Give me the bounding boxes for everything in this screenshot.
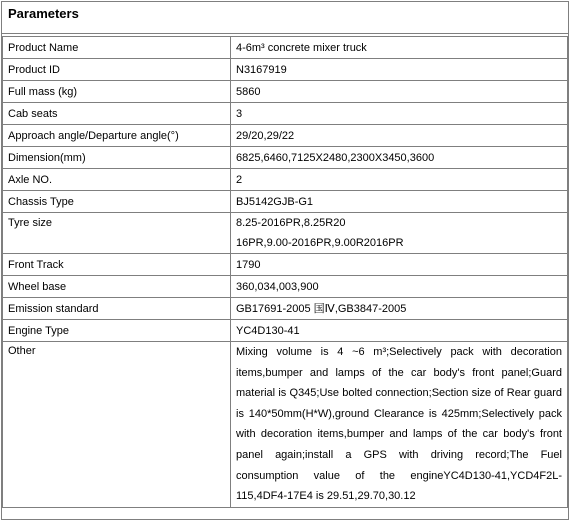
panel-title: Parameters — [2, 2, 568, 34]
row-label: Product Name — [3, 37, 231, 59]
row-value: 29/20,29/22 — [231, 125, 568, 147]
row-label: Tyre size — [3, 213, 231, 254]
row-value: 360,034,003,900 — [231, 276, 568, 298]
table-row — [3, 103, 568, 125]
row-value: 6825,6460,7125X2480,2300X3450,3600 — [231, 147, 568, 169]
tyre-size-line-1: 8.25-2016PR,8.25R20 — [236, 217, 346, 229]
table-row — [3, 147, 568, 169]
table-row — [3, 125, 568, 147]
row-value — [231, 213, 568, 254]
table-row — [3, 298, 568, 320]
row-value: 3 — [231, 103, 568, 125]
row-label: Front Track — [3, 254, 231, 276]
parameters-panel — [1, 1, 569, 520]
row-value: YC4D130-41 — [231, 320, 568, 342]
row-label: Other — [3, 342, 231, 508]
row-label: Full mass (kg) — [3, 81, 231, 103]
row-value: 1790 — [231, 254, 568, 276]
row-label: Emission standard — [3, 298, 231, 320]
parameters-table — [2, 36, 568, 508]
row-value: 4-6m³ concrete mixer truck — [231, 37, 568, 59]
row-label: Engine Type — [3, 320, 231, 342]
row-label: Cab seats — [3, 103, 231, 125]
row-value: BJ5142GJB-G1 — [231, 191, 568, 213]
table-row — [3, 81, 568, 103]
table-row — [3, 59, 568, 81]
row-value: N3167919 — [231, 59, 568, 81]
tyre-size-line-2: 16PR,9.00-2016PR,9.00R2016PR — [236, 237, 404, 249]
row-value: Mixing volume is 4 ~6 m³;Selectively pack with decoration items,bumper and lamps of the car body's front panel;Guard material is Q345;Use bolted connection;Section size of Rear guard is 140*50mm(H*W),ground Clearance is 425mm;Selectively pack with decoration items,bumper and lamps of the car body's front panel again;install a GPS with driving record;The Fuel consumption value of the engineYC4D130-41,YCD4F2L-115,4DF4-17E4 is 29.51,29.70,30.12 — [231, 342, 568, 508]
row-label: Product ID — [3, 59, 231, 81]
row-label: Approach angle/Departure angle(°) — [3, 125, 231, 147]
row-value: 5860 — [231, 81, 568, 103]
row-label: Dimension(mm) — [3, 147, 231, 169]
row-label: Wheel base — [3, 276, 231, 298]
table-row — [3, 320, 568, 342]
table-row — [3, 276, 568, 298]
table-row — [3, 191, 568, 213]
row-value: 2 — [231, 169, 568, 191]
table-row — [3, 169, 568, 191]
table-row — [3, 342, 568, 508]
table-row — [3, 213, 568, 254]
row-label: Chassis Type — [3, 191, 231, 213]
row-value: GB17691-2005 国Ⅳ,GB3847-2005 — [231, 298, 568, 320]
table-row — [3, 37, 568, 59]
table-row — [3, 254, 568, 276]
row-label: Axle NO. — [3, 169, 231, 191]
